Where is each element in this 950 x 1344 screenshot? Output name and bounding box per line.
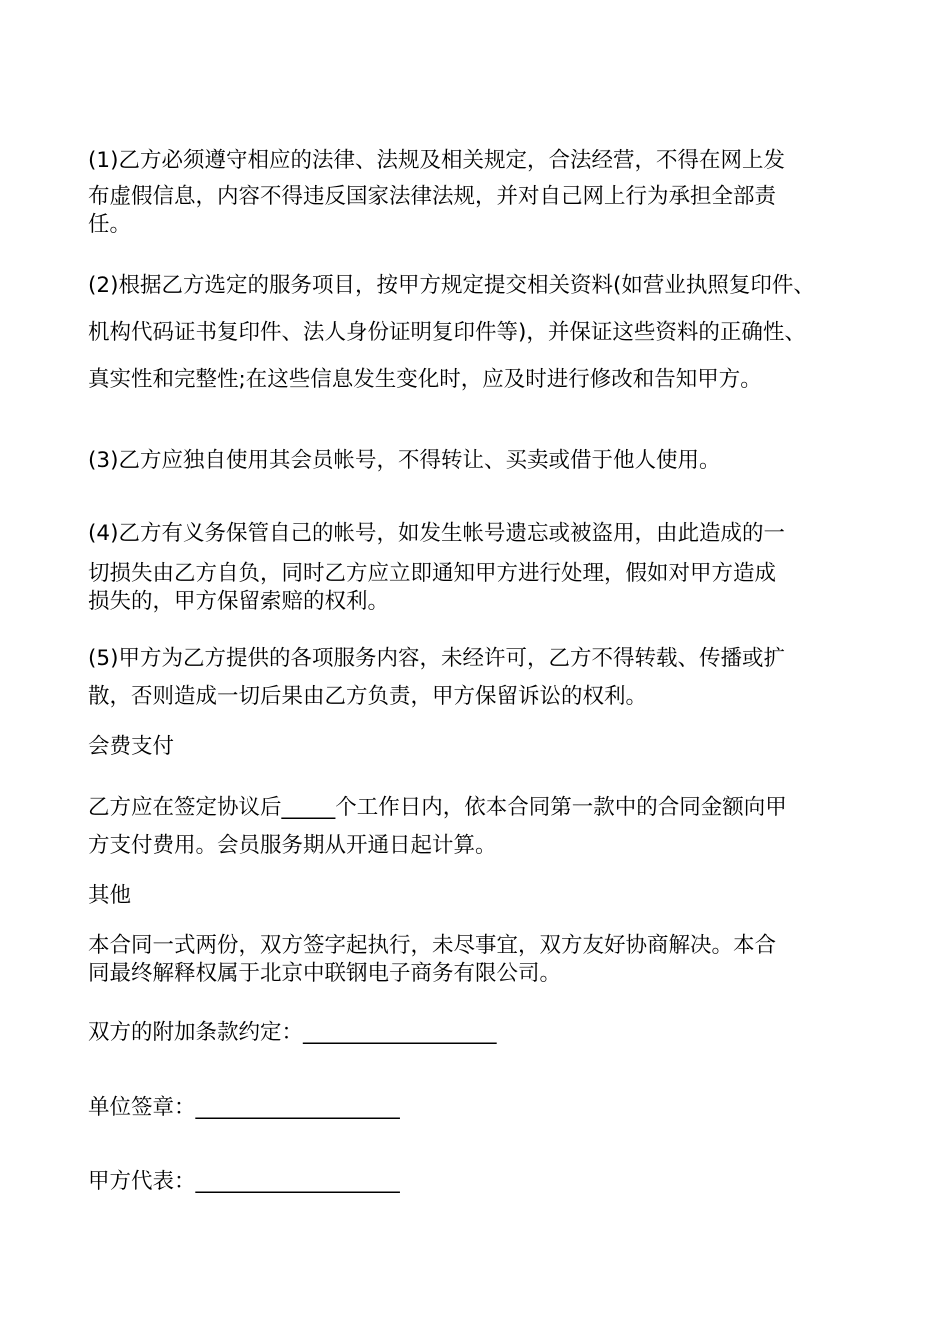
- fee-heading: [88, 732, 888, 762]
- clause-5: [88, 644, 888, 712]
- unit-seal: [88, 1093, 888, 1123]
- clause-2-line-1: (2)根据乙方选定的服务项目，按甲方规定提交相关资料(如营业执照复印件、: [88, 273, 815, 298]
- other-heading: [88, 881, 888, 911]
- clause-4-line-1: (4)乙方有义务保管自己的帐号，如发生帐号遗忘或被盗用，由此造成的一: [88, 521, 785, 546]
- fee-line-1: 乙方应在签定协议后_____个工作日内，依本合同第一款中的合同金额向甲: [88, 795, 787, 820]
- party-a-representative-text: 甲方代表：___________________: [88, 1169, 400, 1194]
- clause-1-line-2: 布虚假信息，内容不得违反国家法律法规，并对自己网上行为承担全部责: [88, 184, 777, 209]
- additional-terms-text: 双方的附加条款约定：__________________: [88, 1020, 497, 1045]
- clause-4-line-2: 切损失由乙方自负，同时乙方应立即通知甲方进行处理，假如对甲方造成: [88, 561, 777, 586]
- other-line-1: 本合同一式两份，双方签字起执行，未尽事宜，双方友好协商解决。本合: [88, 933, 777, 958]
- clause-1: [88, 146, 888, 240]
- additional-terms: [88, 1018, 888, 1048]
- fee-line-2: 方支付费用。会员服务期从开通日起计算。: [88, 833, 497, 858]
- clause-5-line-2: 散，否则造成一切后果由乙方负责，甲方保留诉讼的权利。: [88, 684, 648, 709]
- clause-5-line-1: (5)甲方为乙方提供的各项服务内容，未经许可，乙方不得转载、传播或扩: [88, 646, 785, 671]
- fee-heading-text: 会费支付: [88, 734, 175, 759]
- fee-paragraph: [88, 793, 888, 861]
- clause-3-line-1: (3)乙方应独自使用其会员帐号，不得转让、买卖或借于他人使用。: [88, 448, 721, 473]
- other-paragraph: [88, 931, 888, 989]
- other-heading-text: 其他: [88, 883, 132, 908]
- clause-2-line-3: 真实性和完整性;在这些信息发生变化时，应及时进行修改和告知甲方。: [88, 367, 762, 392]
- other-line-2: 同最终解释权属于北京中联钢电子商务有限公司。: [88, 961, 562, 986]
- clause-3: [88, 446, 888, 476]
- clause-2-line-2: 机构代码证书复印件、法人身份证明复印件等)，并保证这些资料的正确性、: [88, 320, 806, 345]
- clause-1-line-3: 任。: [88, 212, 132, 237]
- clause-4: [88, 519, 888, 617]
- clause-1-line-1: (1)乙方必须遵守相应的法律、法规及相关规定，合法经营，不得在网上发: [88, 148, 785, 173]
- clause-2: [88, 271, 888, 395]
- unit-seal-text: 单位签章：___________________: [88, 1095, 400, 1120]
- clause-4-line-3: 损失的，甲方保留索赔的权利。: [88, 589, 390, 614]
- party-a-representative: [88, 1167, 888, 1197]
